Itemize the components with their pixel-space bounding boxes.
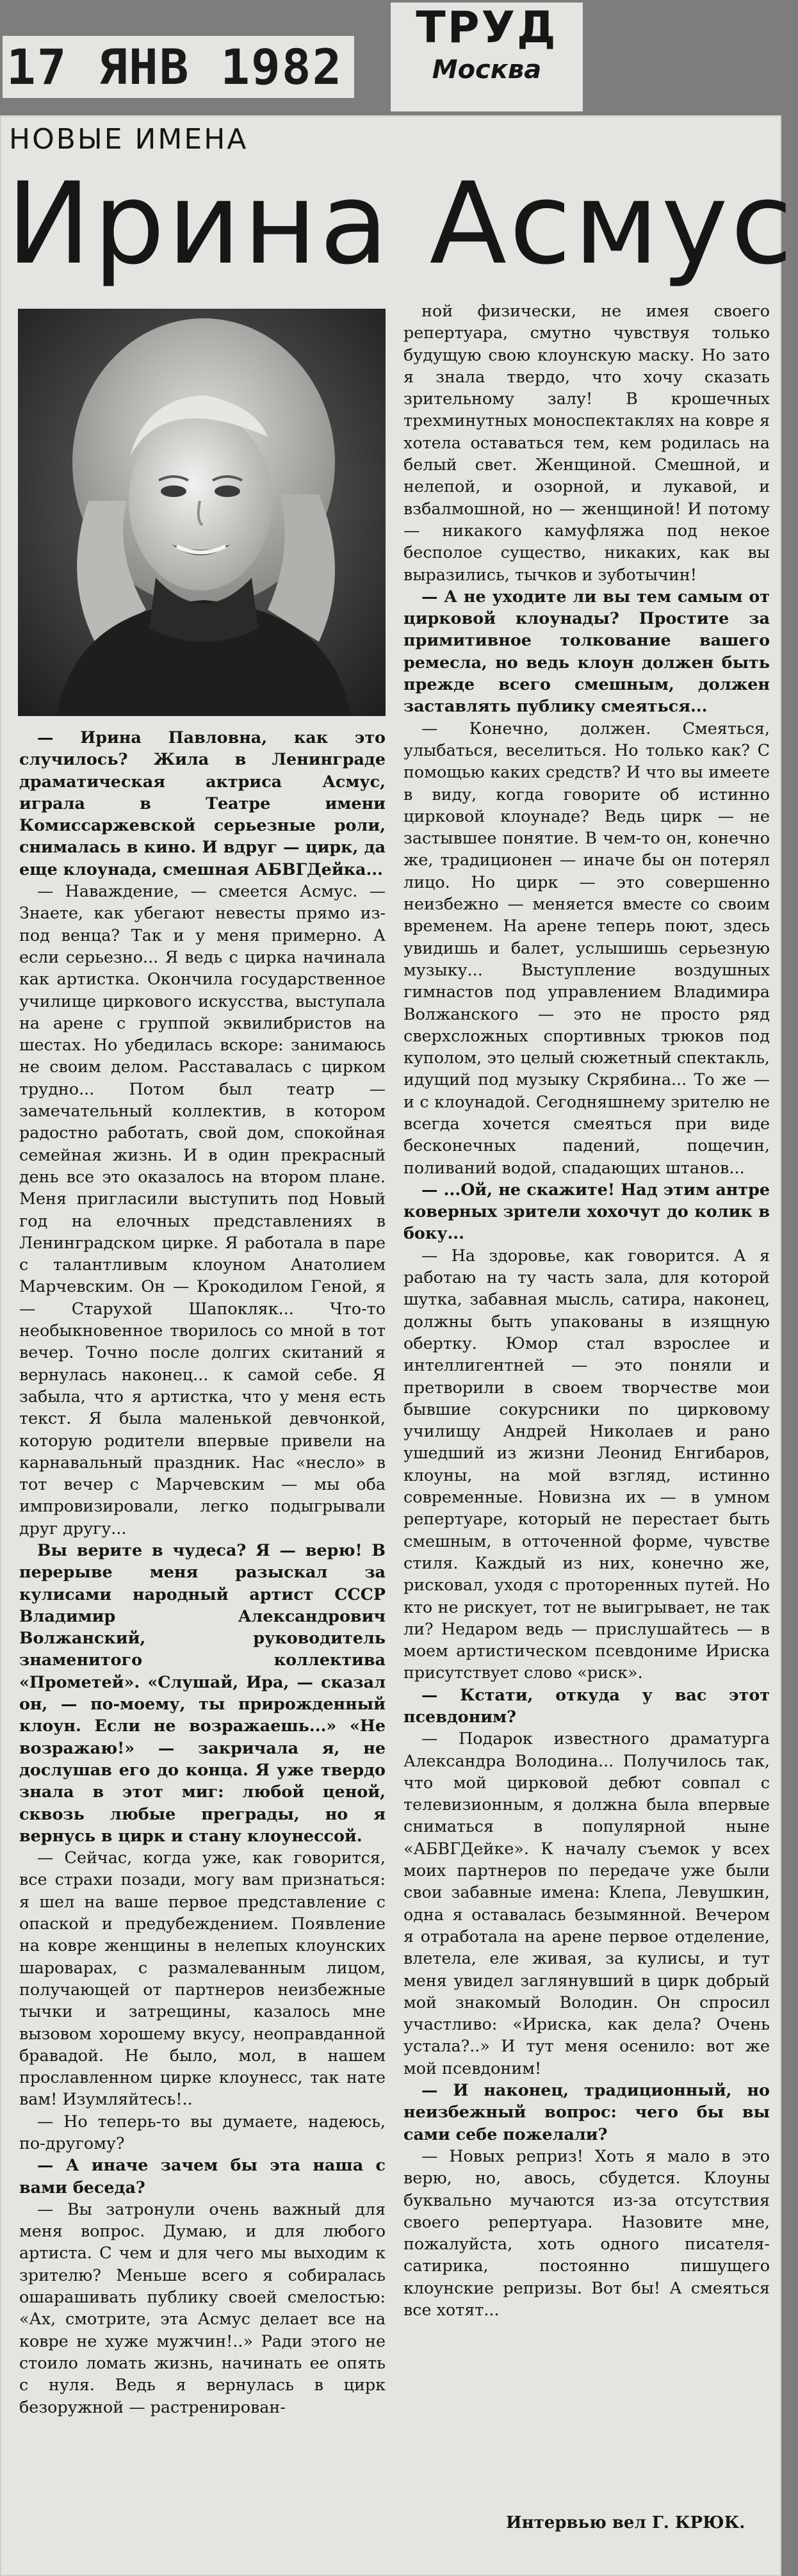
interview-answer: — Подарок известного драматурга Александра Володина... Получилось так, что мой цирковой дебют совпал с телевизионным, я должна была впервые сниматься в популярной ныне «АБВГДейке». К началу съемок у всех моих партнеров по передаче уже были свои забавные имена: Клепа, Левушкин, одна я оставалась безымянной. Вечером я отработала на арене первое отделение, влетела, еле живая, за кулисы, и тут меня увидел заглянувший в цирк добрый мой знакомый Володин. Он спросил участливо: «Ириска, как дела? Очень устала?..» И тут меня осенило: вот же мой псевдоним!	[403, 1729, 770, 2078]
newspaper-city: Москва	[432, 55, 542, 85]
article-column-right	[403, 300, 770, 2535]
interview-answer: — На здоровье, как говорится. А я работаю на ту часть зала, для которой шутка, забавная мысль, сатира, наконец, должны быть упакованы в изящную обертку. Юмор стал взрослее и интеллигентней — это поняли и претворили в своем творчестве мои бывшие сокурсники по цирковому училищу Андрей Николаев и рано ушедший из жизни Леонид Енгибаров, клоуны, на мой взгляд, истинно современные. Новизна их — в умном репертуаре, который не перестает быть смешным, в отточенной форме, чувстве стиля. Каждый из них, конечно же, рисковал, уходя с проторенных путей. Но кто не рискует, тот не выигрывает, не так ли? Недаром ведь — прислушайтесь — в моем артистическом псевдониме Ириска присутствует слово «риск».	[403, 1245, 770, 1683]
rubric: НОВЫЕ ИМЕНА	[9, 123, 248, 156]
author-signature: Интервью вел Г. КРЮК.	[506, 2513, 745, 2532]
interview-question: Вы верите в чудеса? Я — верю! В перерыве меня разыскал за кулисами народный артист СССР Владимир Александрович Волжанский, руководитель знаменитого коллектива «Прометей». «Слушай, Ира, — сказал он, — по-моему, ты прирожденный клоун. Если не возражаешь...» «Не возражаю!» — закричала я, не дослушав его до конца. Я уже твердо знала в этот миг: любой ценой, сквозь любые преграды, но я вернусь в цирк и стану клоунессой.	[19, 1540, 386, 1845]
interview-question: — И наконец, традиционный, но неизбежный вопрос: чего бы вы сами себе пожелали?	[403, 2080, 770, 2144]
interview-answer: — Сейчас, когда уже, как говорится, все страхи позади, могу вам признаться: я шел на ваше первое представление с опаской и предубеждением. Появление на ковре женщины в нелепых клоунских шароварах, с размалеванным лицом, получающей от партнеров неизбежные тычки и затрещины, казалось мне вызовом хорошему вкусу, неоправданной бравадой. Не было, мол, в нашем прославленном цирке клоунесс, так нате вам! Изумляйтесь!..	[19, 1848, 386, 2109]
article-column-left	[19, 726, 386, 2539]
interview-question: — Ирина Павловна, как это случилось? Жила в Ленинграде драматическая актриса Асмус, играла в Театре имени Комиссаржевской серьезные роли, снималась в кино. И вдруг — цирк, да еще клоунада, смешная АБВГДейка...	[19, 728, 386, 879]
interview-answer: — Вы затронули очень важный для меня вопрос. Думаю, и для любого артиста. С чем и для чего мы выходим к зрителю? Меньше всего я собиралась ошарашивать публику своей смелостью: «Ах, смотрите, эта Асмус делает все на ковре не хуже мужчин!..» Ради этого не стоило ломать жизнь, начинать ее опять с нуля. Ведь я вернулась в цирк безоружной — растренирован-	[19, 2199, 386, 2417]
interview-question: — А иначе зачем бы эта наша с вами беседа?	[19, 2155, 386, 2197]
interview-question: — Кстати, откуда у вас этот псевдоним?	[403, 1684, 770, 1726]
portrait-illustration	[18, 309, 386, 716]
interview-question: — А не уходите ли вы тем самым от цирковой клоунады? Простите за примитивное толкование вашего ремесла, но ведь клоун должен быть прежде всего смешным, должен заставлять публику смеяться...	[403, 586, 770, 716]
portrait-photo-icon	[18, 309, 386, 716]
interview-answer: — Но теперь-то вы думаете, надеюсь, по-другому?	[19, 2111, 386, 2153]
date-stamp: 17 ЯНВ 1982	[3, 36, 354, 98]
headline: Ирина Асмус	[6, 158, 795, 289]
interview-answer: — Наваждение, — смеется Асмус. — Знаете, как убегают невесты прямо из-под венца? Так и у меня примерно. А если серьезно... Я ведь с цирка начинала как артистка. Окончила государственное училище циркового искусства, выступала на арене с группой эквилибристов на шестах. Но убедилась вскоре: занимаюсь не своим делом. Расставалась с цирком трудно... Потом был театр — замечательный коллектив, в котором радостно работать, свой дом, спокойная семейная жизнь. И в один прекрасный день все это оказалось на втором плане. Меня пригласили выступить под Новый год на елочных представлениях в Ленинградском цирке. Я работала в паре с талантливым клоуном Анатолием Марчевским. Он — Крокодилом Геной, я — Старухой Шапокляк... Что-то необыкновенное творилось со мной в тот вечер. Точно после долгих скитаний я вернулась наконец... к самой себе. Я забыла, что я артистка, что у меня есть текст. Я была маленькой девчонкой, которую родители впервые привели на карнавальный праздник. Нас «несло» в тот вечер с Марчевским — мы оба импровизировали, легко подыгрывали друг другу...	[19, 881, 386, 1538]
newspaper-name: ТРУД	[416, 3, 558, 53]
interview-answer: — Новых реприз! Хоть я мало в это верю, но, авось, сбудется. Клоуны буквально мучаются из-за отсутствия своего репертуара. Назовите мне, пожалуйста, хоть одного писателя-сатирика, постоянно пишущего клоунские репризы. Вот бы! А смеяться все хотят...	[403, 2146, 770, 2320]
interview-question: — ...Ой, не скажите! Над этим антре коверных зрители хохочут до колик в боку...	[403, 1179, 770, 1243]
interview-answer: — Конечно, должен. Смеяться, улыбаться, веселиться. Но только как? С помощью каких средств? И что вы имеете в виду, когда говорите об истинно цирковой клоунаде? Ведь цирк — не застывшее понятие. В чем-то он, конечно же, традиционен — иначе бы он потерял лицо. Но цирк — это совершенно неизбежно — меняется вместе со своим временем. На арене теперь поют, здесь увидишь и балет, услышишь серьезную музыку... Выступление воздушных гимнастов под управлением Владимира Волжанского — это не просто ряд сверхсложных спортивных трюков под куполом, это целый сюжетный спектакль, идущий под музыку Скрябина... То же — и с клоунадой. Сегодняшнему зрителю не всегда хочется смеяться при виде бесконечных падений, пощечин, поливаний водой, спадающих штанов...	[403, 718, 770, 1177]
newspaper-masthead	[391, 3, 583, 111]
interview-answer: ной физически, не имея своего репертуара, смутно чувствуя только будущую свою клоунскую маску. Но зато я знала твердо, что хочу сказать зрительному залу! В крошечных трехминутных моноспектаклях на ковре я хотела оставаться тем, кем родилась на белый свет. Женщиной. Смешной, и нелепой, и озорной, и лукавой, и взбалмошной, но — женщиной! И потому — никакого камуфляжа под некое бесполое существо, никаких, как вы выразились, тычков и зуботычин!	[403, 301, 770, 584]
